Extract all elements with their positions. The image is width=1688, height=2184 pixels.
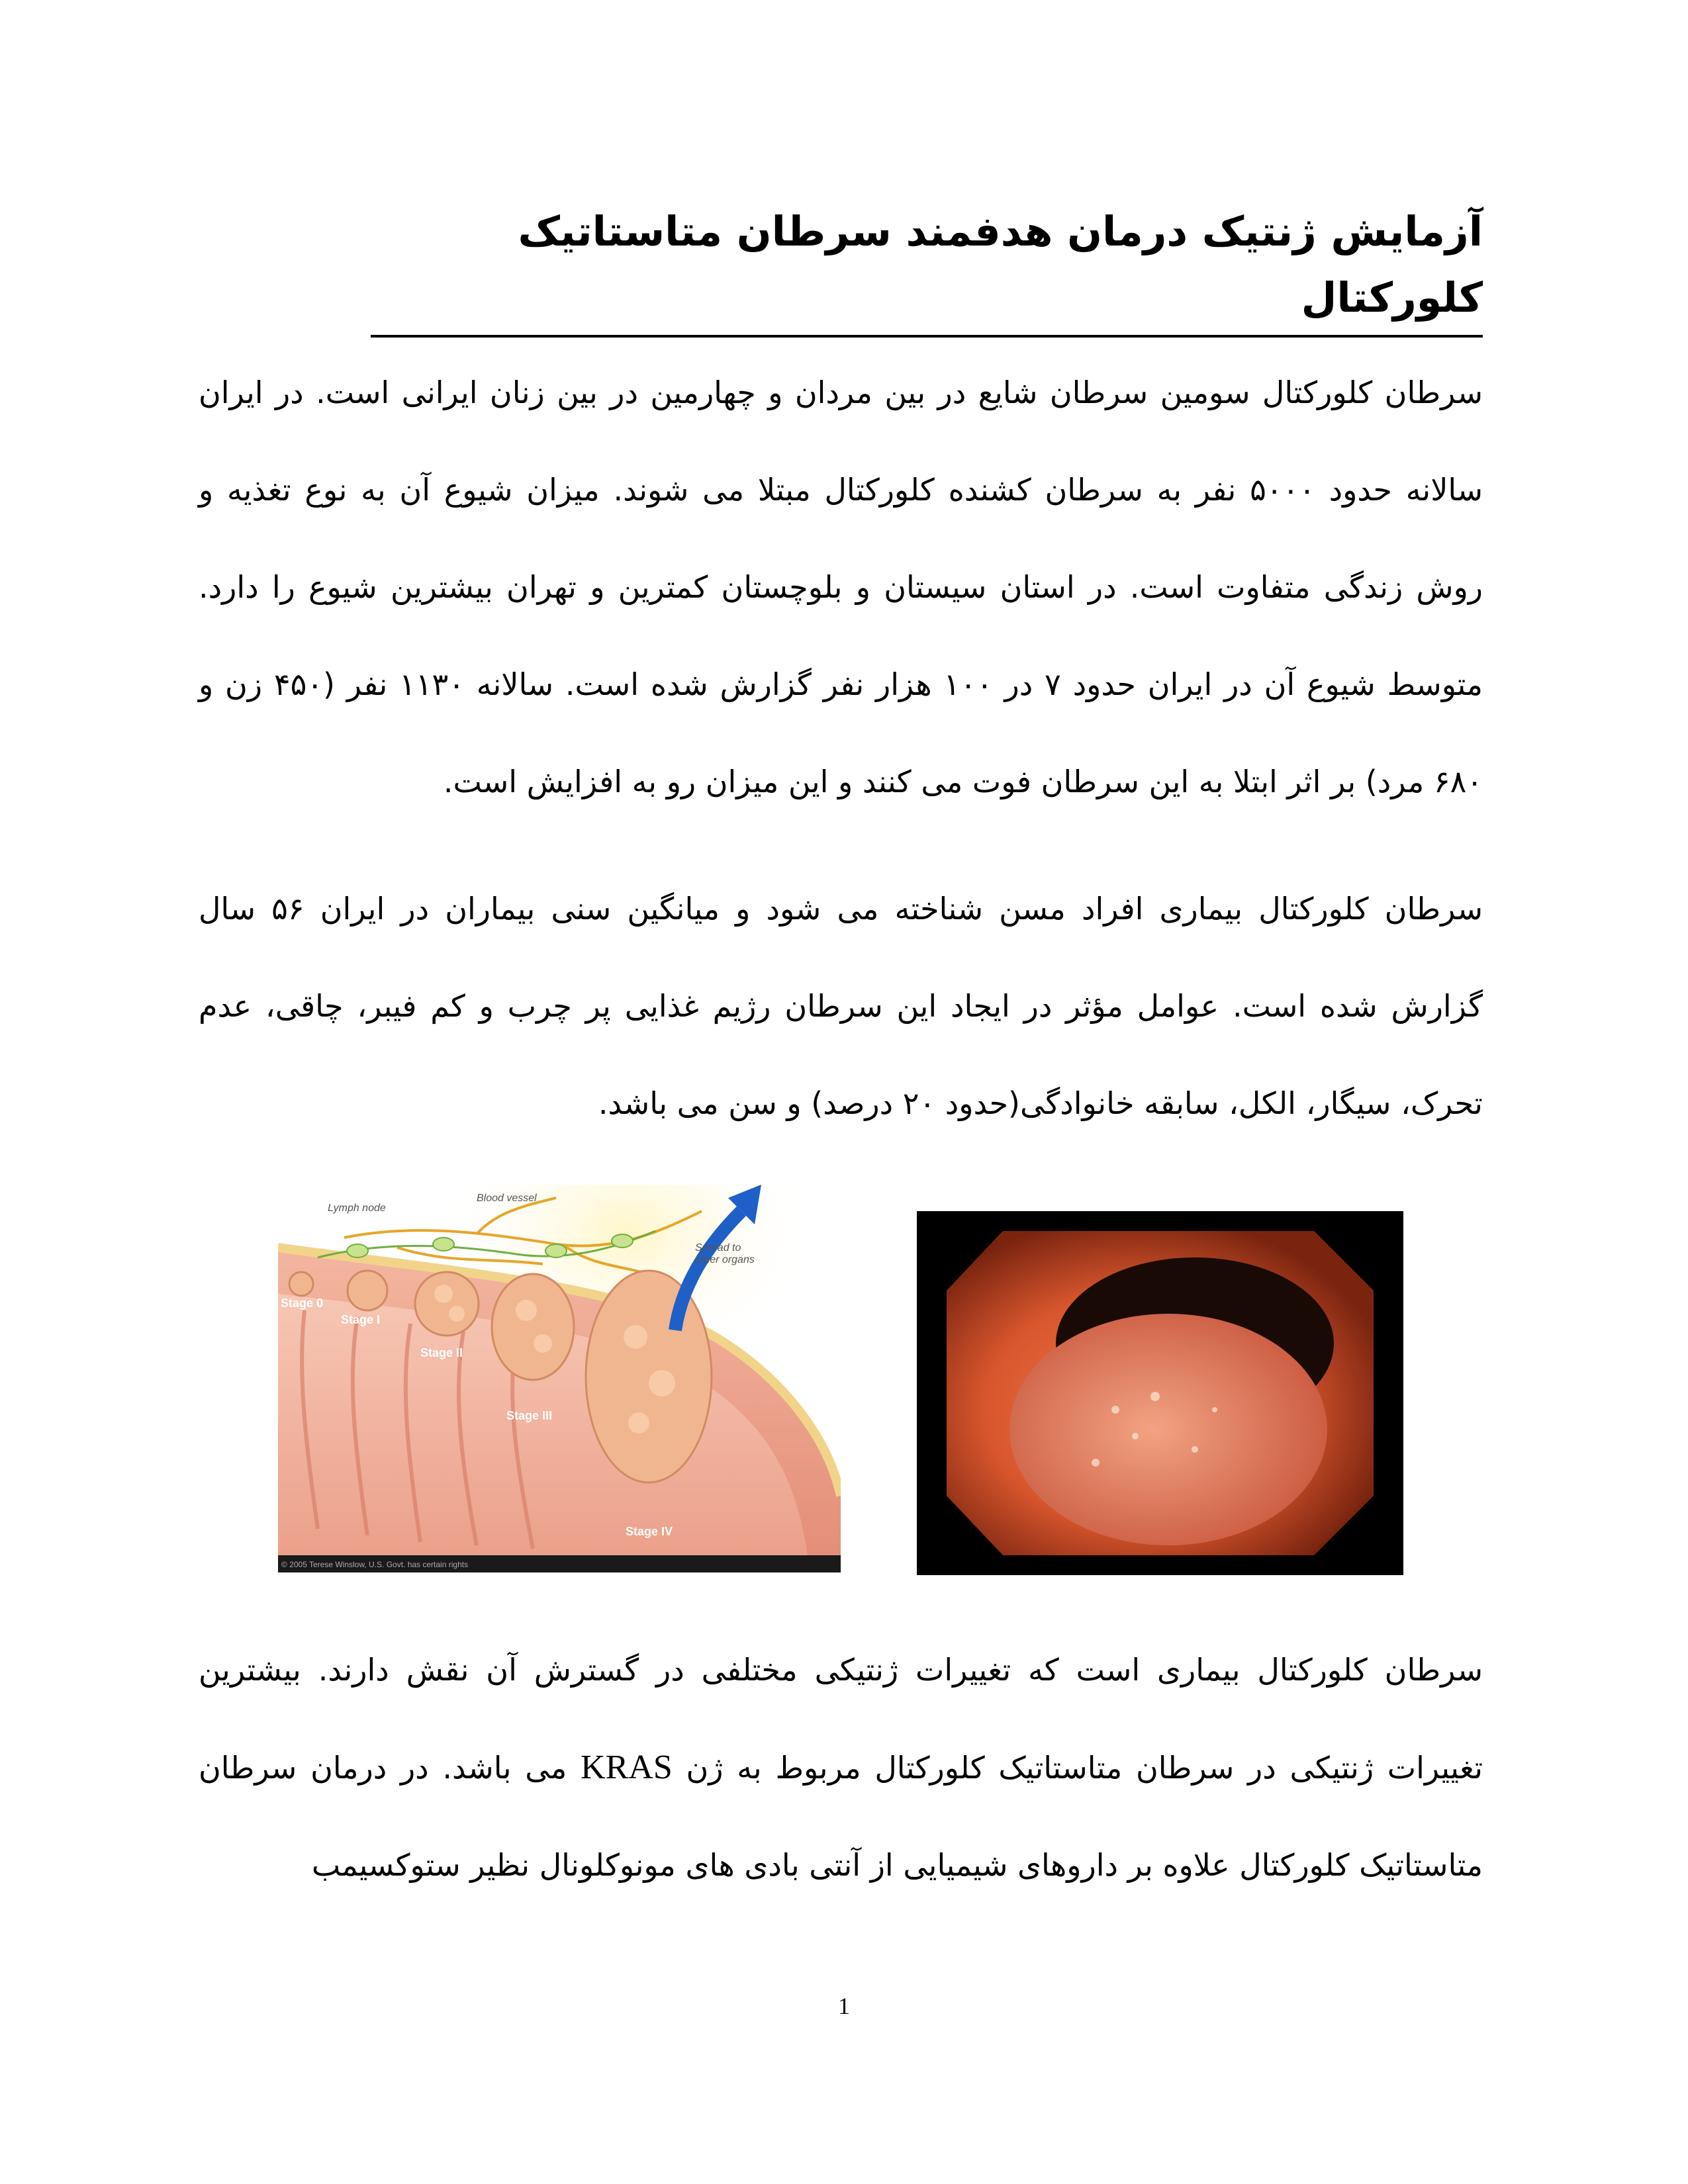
stage-4-label: Stage IV bbox=[626, 1525, 673, 1538]
stage-1-label: Stage I bbox=[341, 1313, 381, 1326]
paragraph-3 bbox=[199, 1621, 1483, 1914]
stage-0-label: Stage 0 bbox=[281, 1297, 324, 1310]
stage-3-label: Stage III bbox=[506, 1409, 553, 1422]
paragraph-3-part-1: سرطان کلورکتال بیماری است که تغییرات ژنتیکی مختلفی در گسترش آن نقش دارند. بیشترین تغییرات ژنتیکی در سرطان متاستاتیک کلورکتال مربوط به ژن bbox=[199, 1652, 1483, 1786]
spread-label-2: other organs bbox=[695, 1254, 755, 1265]
page-number: 1 bbox=[838, 1993, 850, 2019]
spread-label: Spread to bbox=[695, 1242, 741, 1253]
stage-2-label: Stage II bbox=[420, 1346, 463, 1359]
image-credit: © 2005 Terese Winslow, U.S. Govt. has certain rights bbox=[281, 1560, 469, 1569]
lymph-node-label: Lymph node bbox=[328, 1203, 386, 1214]
page-title: آزمایش ژنتیک درمان هدفمند سرطان متاستاتیک کلورکتال bbox=[371, 199, 1483, 338]
title-container bbox=[371, 199, 1483, 338]
blood-vessel-label: Blood vessel bbox=[477, 1193, 537, 1204]
gene-name: KRAS bbox=[581, 1749, 673, 1786]
cancer-stages-illustration bbox=[278, 1185, 841, 1582]
paragraph-1: سرطان کلورکتال سومین سرطان شایع در بین مردان و چهارمین در بین زنان ایرانی است. در ایران سالانه حدود ۵۰۰۰ نفر به سرطان کشنده کلورکتال مبتلا می شوند. میزان شیوع آن به نوع تغذیه و روش زندگی متفاوت است. در استان سیستان و بلوچستان کمترین و تهران بیشترین شیوع را دارد. متوسط شیوع آن در ایران حدود ۷ در ۱۰۰ هزار نفر گزارش شده است. سالانه ۱۱۳۰ نفر (۴۵۰ زن و ۶۸۰ مرد) بر اثر ابتلا به این سرطان فوت می کنند و این میزان رو به افزایش است. bbox=[199, 375, 1483, 799]
paragraph-3-part-2: می باشد. در درمان سرطان متاستاتیک کلورکتال علاوه بر داروهای شیمیایی از آنتی بادی های مونوکلونال نظیر ستوکسیمب bbox=[199, 1750, 1483, 1883]
paragraph-2: سرطان کلورکتال بیماری افراد مسن شناخته می شود و میانگین سنی بیماران در ایران ۵۶ سال گزارش شده است. عوامل مؤثر در ایجاد این سرطان رژیم غذایی پر چرب و کم فیبر، چاقی، عدم تحرک، سیگار، الکل، سابقه خانوادگی(حدود ۲۰ درصد) و سن می باشد. bbox=[199, 891, 1483, 1121]
endoscopy-photo bbox=[917, 1211, 1403, 1575]
